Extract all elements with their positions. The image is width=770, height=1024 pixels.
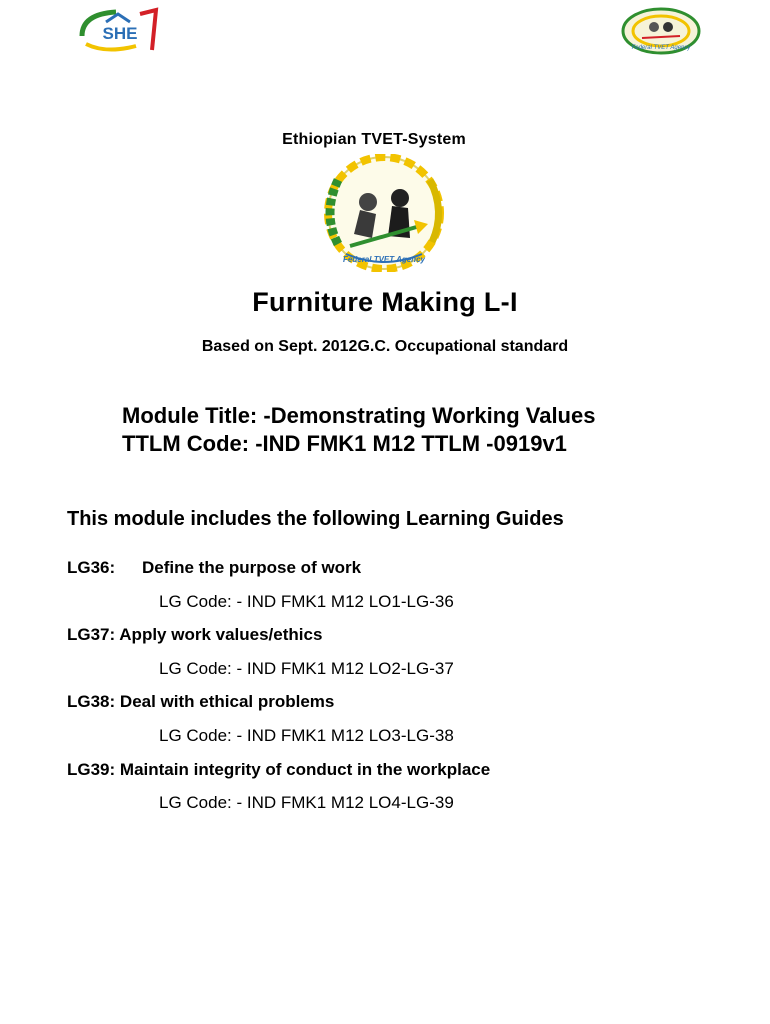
guides-heading: This module includes the following Learning Guides	[67, 508, 564, 530]
tvet-emblem	[310, 154, 458, 272]
guide-code: LG Code: - IND FMK1 M12 LO4-LG-39	[159, 793, 454, 812]
guide-item-lg39	[67, 760, 490, 780]
she-logo-text: SHE	[102, 24, 138, 43]
agency-logo-small	[618, 6, 704, 56]
guide-title: Apply work values/ethics	[119, 625, 323, 644]
she-logo-graphic	[76, 6, 160, 56]
guide-item-lg36	[67, 558, 361, 578]
guide-title: Deal with ethical problems	[119, 692, 335, 711]
agency-logo-small-text: Federal TVET Agency	[631, 45, 691, 51]
guide-code: LG Code: - IND FMK1 M12 LO1-LG-36	[159, 592, 454, 611]
standard-subtitle: Based on Sept. 2012G.C. Occupational standard	[201, 338, 569, 355]
guide-title: Maintain integrity of conduct in the workplace	[119, 760, 491, 779]
guide-number: LG39:	[67, 760, 116, 779]
guide-item-lg37	[67, 625, 322, 645]
agency-logo-small-graphic	[618, 6, 704, 56]
guide-number: LG37:	[67, 625, 116, 644]
guide-code: LG Code: - IND FMK1 M12 LO2-LG-37	[159, 659, 454, 678]
system-title: Ethiopian TVET-System	[282, 131, 466, 148]
guide-code: LG Code: - IND FMK1 M12 LO3-LG-38	[159, 726, 454, 745]
guide-title: Define the purpose of work	[142, 558, 362, 577]
main-title: Furniture Making L-I	[252, 287, 518, 317]
tvet-emblem-graphic	[310, 154, 458, 272]
she-logo	[76, 6, 160, 56]
guide-number: LG36:	[67, 558, 116, 577]
ttlm-code: TTLM Code: -IND FMK1 M12 TTLM -0919v1	[122, 431, 567, 456]
guide-item-lg38	[67, 692, 334, 712]
guide-number: LG38:	[67, 692, 116, 711]
module-title: Module Title: -Demonstrating Working Values	[122, 403, 596, 428]
tvet-emblem-text: Federal TVET Agency	[343, 255, 425, 264]
